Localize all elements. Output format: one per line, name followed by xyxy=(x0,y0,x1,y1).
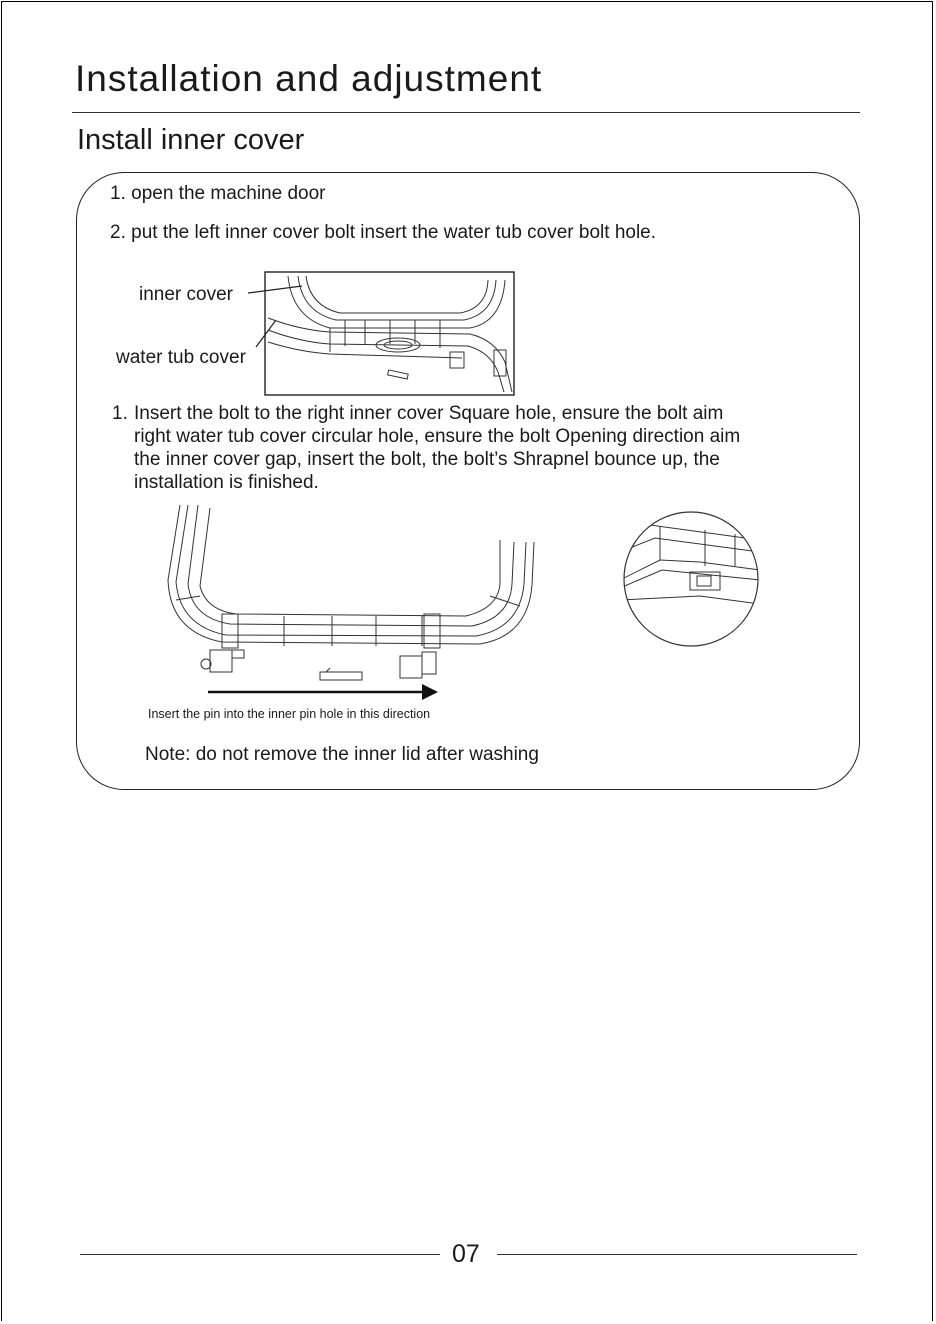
step-insert-left-bolt: 2. put the left inner cover bolt insert the water tub cover bolt hole. xyxy=(110,222,657,243)
label-water-tub-cover: water tub cover xyxy=(116,347,246,368)
bolt-detail-magnifier xyxy=(0,0,936,660)
arrow-caption: Insert the pin into the inner pin hole in this direction xyxy=(148,707,431,721)
section-subtitle: Install inner cover xyxy=(77,124,305,156)
instruction-line: the inner cover gap, insert the bolt, the bolt’s Shrapnel bounce up, the xyxy=(134,449,720,470)
instruction-line: Insert the bolt to the right inner cover Square hole, ensure the bolt aim xyxy=(134,403,724,424)
washing-note: Note: do not remove the inner lid after washing xyxy=(145,744,539,765)
page-title: Installation and adjustment xyxy=(75,58,543,99)
instruction-number: 1. xyxy=(112,403,128,424)
footer-rule-left xyxy=(80,1254,440,1255)
instruction-line: right water tub cover circular hole, ensure the bolt Opening direction aim xyxy=(134,426,741,447)
label-inner-cover: inner cover xyxy=(139,284,233,305)
footer-rule-right xyxy=(497,1254,857,1255)
instruction-line: installation is finished. xyxy=(134,472,319,493)
page-number: 07 xyxy=(452,1240,480,1268)
step-open-door: 1. open the machine door xyxy=(110,183,326,204)
